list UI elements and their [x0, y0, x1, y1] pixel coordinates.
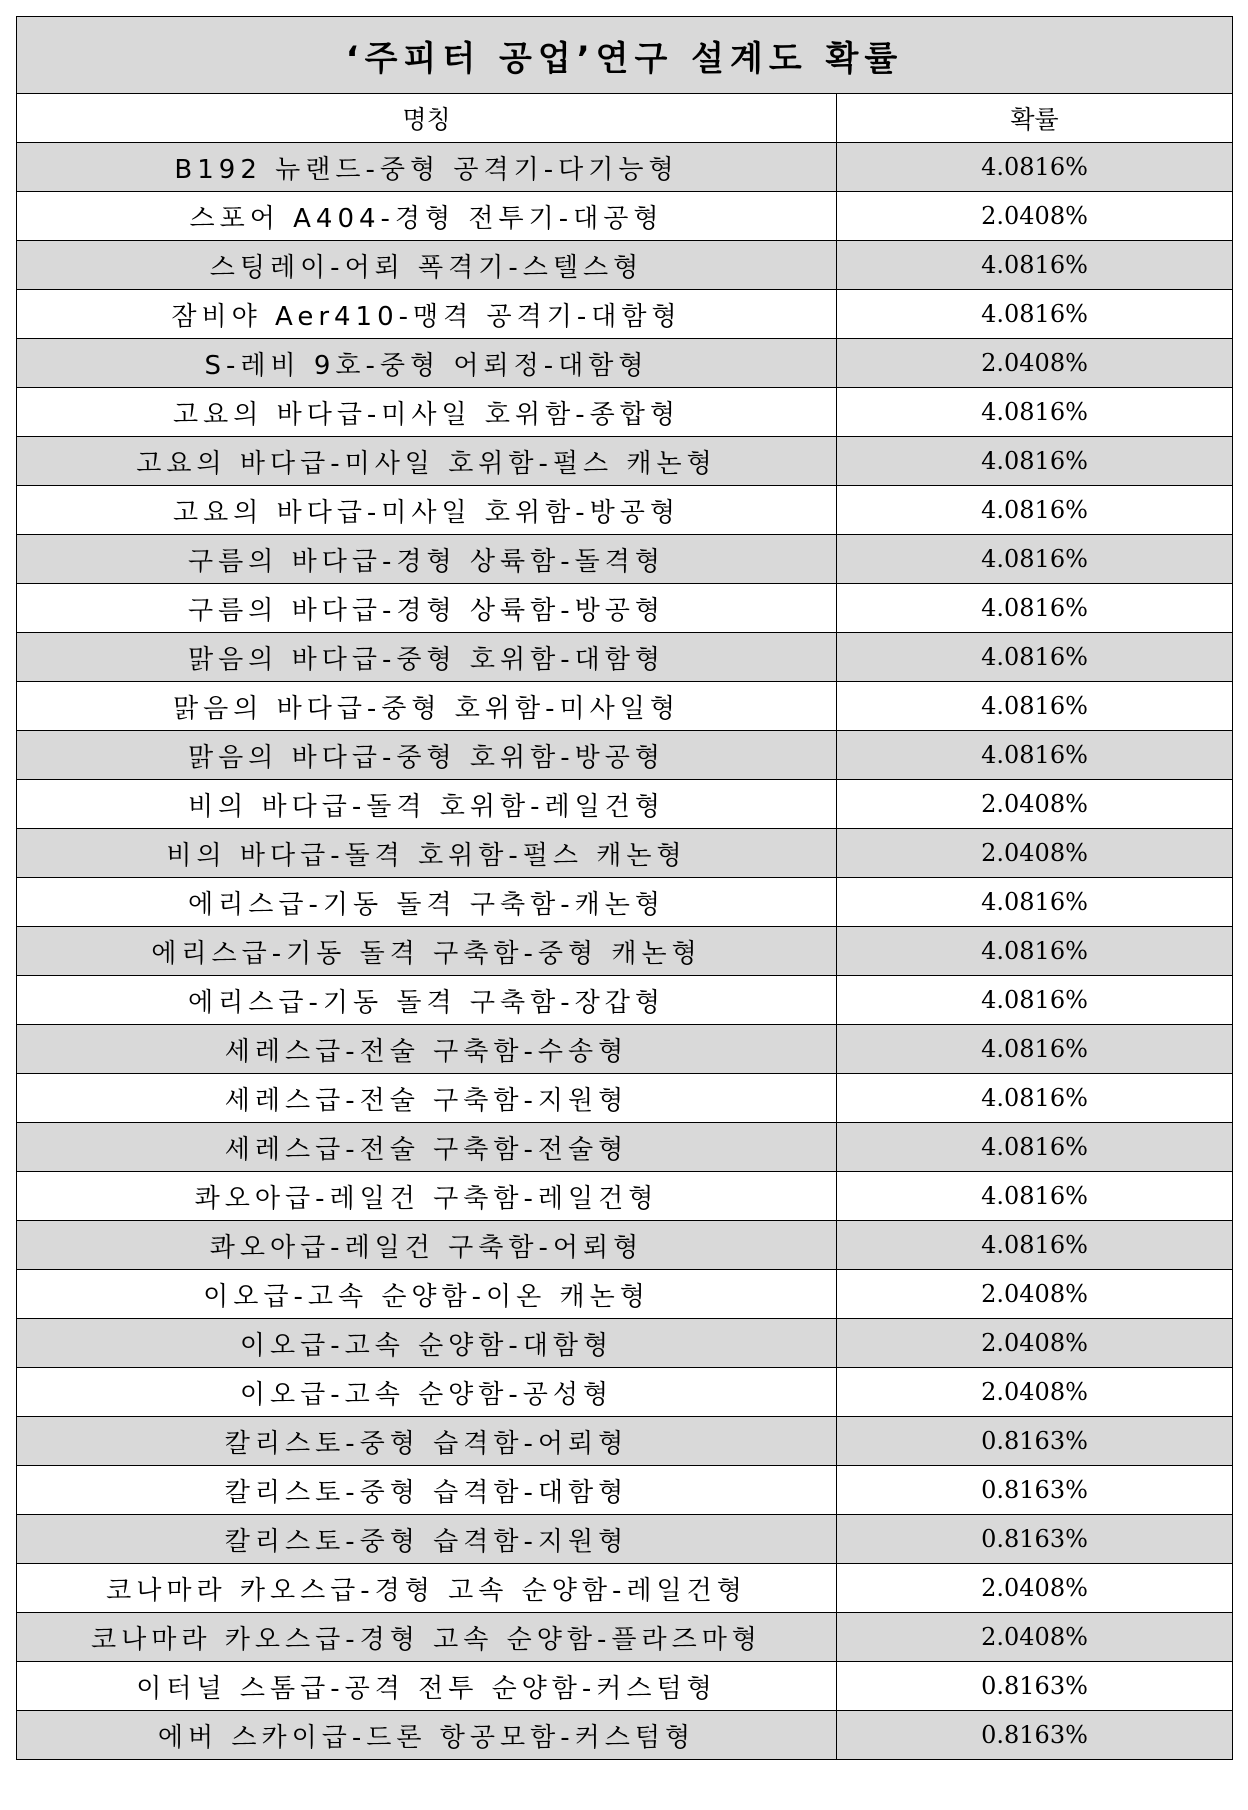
probability-cell: 0.8163%	[837, 1466, 1233, 1515]
table-row	[17, 1074, 1233, 1123]
table-row	[17, 829, 1233, 878]
blueprint-name-cell: 칼리스토-중형 습격함-지원형	[17, 1515, 837, 1564]
column-header-probability: 확률	[837, 94, 1233, 143]
blueprint-name-cell: B192 뉴랜드-중형 공격기-다기능형	[17, 143, 837, 192]
table-row	[17, 682, 1233, 731]
table-row	[17, 437, 1233, 486]
blueprint-name-cell: 에리스급-기동 돌격 구축함-캐논형	[17, 878, 837, 927]
probability-cell: 2.0408%	[837, 780, 1233, 829]
probability-cell: 4.0816%	[837, 976, 1233, 1025]
table-row	[17, 731, 1233, 780]
probability-cell: 2.0408%	[837, 1564, 1233, 1613]
column-header-name: 명칭	[17, 94, 837, 143]
blueprint-name-cell: 이오급-고속 순양함-공성형	[17, 1368, 837, 1417]
blueprint-name-cell: 스팅레이-어뢰 폭격기-스텔스형	[17, 241, 837, 290]
probability-cell: 2.0408%	[837, 1319, 1233, 1368]
probability-cell: 4.0816%	[837, 731, 1233, 780]
table-row	[17, 241, 1233, 290]
blueprint-name-cell: 맑음의 바다급-중형 호위함-대함형	[17, 633, 837, 682]
blueprint-name-cell: 코나마라 카오스급-경형 고속 순양함-레일건형	[17, 1564, 837, 1613]
blueprint-name-cell: 맑음의 바다급-중형 호위함-방공형	[17, 731, 837, 780]
table-row	[17, 1221, 1233, 1270]
probability-cell: 4.0816%	[837, 633, 1233, 682]
probability-cell: 0.8163%	[837, 1711, 1233, 1760]
probability-cell: 0.8163%	[837, 1515, 1233, 1564]
probability-cell: 2.0408%	[837, 829, 1233, 878]
table-row	[17, 976, 1233, 1025]
table-row	[17, 584, 1233, 633]
probability-cell: 0.8163%	[837, 1417, 1233, 1466]
blueprint-name-cell: 스포어 A404-경형 전투기-대공형	[17, 192, 837, 241]
table-row	[17, 780, 1233, 829]
blueprint-name-cell: 에리스급-기동 돌격 구축함-장갑형	[17, 976, 837, 1025]
table-row	[17, 535, 1233, 584]
blueprint-name-cell: 고요의 바다급-미사일 호위함-종합형	[17, 388, 837, 437]
blueprint-name-cell: 비의 바다급-돌격 호위함-펄스 캐논형	[17, 829, 837, 878]
probability-cell: 4.0816%	[837, 584, 1233, 633]
table-row	[17, 927, 1233, 976]
blueprint-name-cell: 세레스급-전술 구축함-수송형	[17, 1025, 837, 1074]
table-row	[17, 1662, 1233, 1711]
table-row	[17, 388, 1233, 437]
table-row	[17, 1319, 1233, 1368]
table-row	[17, 339, 1233, 388]
blueprint-probability-table	[16, 16, 1233, 1760]
probability-cell: 0.8163%	[837, 1662, 1233, 1711]
probability-cell: 2.0408%	[837, 1368, 1233, 1417]
blueprint-name-cell: 잠비야 Aer410-맹격 공격기-대함형	[17, 290, 837, 339]
blueprint-name-cell: 콰오아급-레일건 구축함-어뢰형	[17, 1221, 837, 1270]
probability-cell: 4.0816%	[837, 535, 1233, 584]
blueprint-name-cell: 구름의 바다급-경형 상륙함-돌격형	[17, 535, 837, 584]
probability-cell: 4.0816%	[837, 437, 1233, 486]
probability-cell: 4.0816%	[837, 143, 1233, 192]
probability-cell: 4.0816%	[837, 878, 1233, 927]
blueprint-name-cell: S-레비 9호-중형 어뢰정-대함형	[17, 339, 837, 388]
table-row	[17, 192, 1233, 241]
table-row	[17, 1515, 1233, 1564]
table-row	[17, 1711, 1233, 1760]
probability-cell: 2.0408%	[837, 192, 1233, 241]
probability-cell: 4.0816%	[837, 290, 1233, 339]
blueprint-name-cell: 이오급-고속 순양함-이온 캐논형	[17, 1270, 837, 1319]
blueprint-name-cell: 고요의 바다급-미사일 호위함-방공형	[17, 486, 837, 535]
probability-cell: 4.0816%	[837, 388, 1233, 437]
table-body	[17, 143, 1233, 1760]
probability-cell: 2.0408%	[837, 1613, 1233, 1662]
blueprint-name-cell: 맑음의 바다급-중형 호위함-미사일형	[17, 682, 837, 731]
probability-cell: 4.0816%	[837, 1123, 1233, 1172]
table-row	[17, 878, 1233, 927]
probability-cell: 2.0408%	[837, 1270, 1233, 1319]
blueprint-name-cell: 에버 스카이급-드론 항공모함-커스텀형	[17, 1711, 837, 1760]
probability-cell: 4.0816%	[837, 682, 1233, 731]
blueprint-name-cell: 칼리스토-중형 습격함-대함형	[17, 1466, 837, 1515]
blueprint-name-cell: 세레스급-전술 구축함-전술형	[17, 1123, 837, 1172]
blueprint-name-cell: 에리스급-기동 돌격 구축함-중형 캐논형	[17, 927, 837, 976]
table-row	[17, 290, 1233, 339]
blueprint-name-cell: 이터널 스톰급-공격 전투 순양함-커스텀형	[17, 1662, 837, 1711]
table-row	[17, 486, 1233, 535]
table-row	[17, 1466, 1233, 1515]
blueprint-name-cell: 비의 바다급-돌격 호위함-레일건형	[17, 780, 837, 829]
probability-cell: 4.0816%	[837, 1221, 1233, 1270]
probability-cell: 2.0408%	[837, 339, 1233, 388]
table-row	[17, 1123, 1233, 1172]
blueprint-name-cell: 이오급-고속 순양함-대함형	[17, 1319, 837, 1368]
blueprint-name-cell: 칼리스토-중형 습격함-어뢰형	[17, 1417, 837, 1466]
probability-cell: 4.0816%	[837, 1074, 1233, 1123]
header-row	[17, 94, 1233, 143]
table-row	[17, 1613, 1233, 1662]
probability-cell: 4.0816%	[837, 486, 1233, 535]
table-row	[17, 1564, 1233, 1613]
table-row	[17, 1270, 1233, 1319]
probability-cell: 4.0816%	[837, 927, 1233, 976]
table-row	[17, 1172, 1233, 1221]
probability-cell: 4.0816%	[837, 241, 1233, 290]
table-row	[17, 1368, 1233, 1417]
table-row	[17, 633, 1233, 682]
table-row	[17, 1417, 1233, 1466]
blueprint-name-cell: 세레스급-전술 구축함-지원형	[17, 1074, 837, 1123]
table-row	[17, 143, 1233, 192]
blueprint-name-cell: 코나마라 카오스급-경형 고속 순양함-플라즈마형	[17, 1613, 837, 1662]
table-title: ‘주피터 공업’연구 설계도 확률	[17, 17, 1233, 94]
blueprint-name-cell: 콰오아급-레일건 구축함-레일건형	[17, 1172, 837, 1221]
probability-cell: 4.0816%	[837, 1172, 1233, 1221]
table-row	[17, 1025, 1233, 1074]
blueprint-name-cell: 고요의 바다급-미사일 호위함-펄스 캐논형	[17, 437, 837, 486]
blueprint-name-cell: 구름의 바다급-경형 상륙함-방공형	[17, 584, 837, 633]
probability-cell: 4.0816%	[837, 1025, 1233, 1074]
